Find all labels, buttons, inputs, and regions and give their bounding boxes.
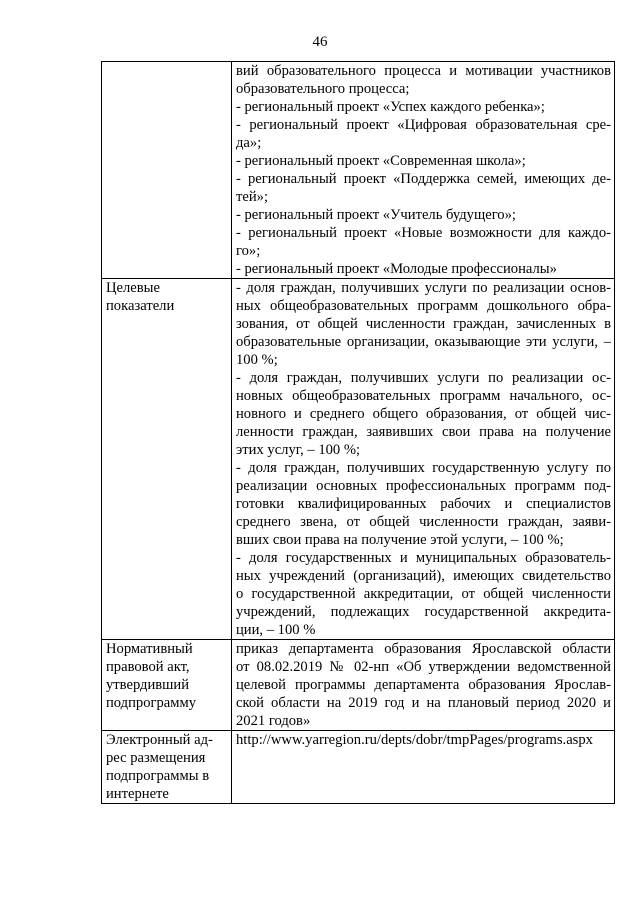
value-line: реализации основных профессиональных программ под- [236, 478, 611, 494]
value-line: ных учреждений (организаций), имеющих свидетельство [236, 568, 611, 584]
table-row-web-address [102, 731, 615, 804]
value-line: - региональный проект «Новые возможности для каждо- [236, 225, 611, 241]
label-line: утвердивший [106, 677, 190, 693]
page-number: 46 [312, 34, 328, 50]
value-line: этих услуг, – 100 %; [236, 442, 361, 458]
program-passport-table [101, 61, 615, 804]
value-line: вий образовательного процесса и мотивации участников [236, 63, 611, 79]
value-line: - доля граждан, получивших услуги по реализации основ- [236, 280, 611, 296]
value-line: - региональный проект «Современная школа»; [236, 153, 526, 169]
label-line: показатели [106, 298, 175, 314]
value-line: - доля граждан, получивших услуги по реализации ос- [236, 370, 611, 386]
value-line: го»; [236, 243, 261, 259]
value-line: ных общеобразовательных программ дошкольного обра- [236, 298, 611, 314]
value-line: новного и среднего общего образования, от общей чис- [236, 406, 611, 422]
value-line: ской области на 2019 год и на плановый период 2020 и [236, 695, 611, 711]
value-line: зования, от общей численности граждан, зачисленных в [236, 316, 611, 332]
value-line: да»; [236, 135, 262, 151]
value-line: - доля государственных и муниципальных образователь- [236, 550, 611, 566]
row-label-cell [102, 62, 232, 279]
value-line: образовательные организации, оказывающие эти услуги, – [236, 334, 611, 350]
label-line: правовой акт, [106, 659, 190, 675]
value-line: - региональный проект «Молодые профессионалы» [236, 261, 557, 277]
value-line: от 08.02.2019 № 02-нп «Об утверждении ведомственной [236, 659, 611, 675]
value-line: образовательного процесса; [236, 81, 410, 97]
table-row-legal-act [102, 640, 615, 731]
value-line: ленности граждан, заявивших свои права на получение [236, 424, 611, 440]
row-label-cell [102, 640, 232, 731]
label-line: Электронный ад- [106, 732, 213, 748]
table-row-continuation [102, 62, 615, 279]
value-line: - региональный проект «Цифровая образовательная сре- [236, 117, 611, 133]
value-line: целевой программы департамента образования Ярослав- [236, 677, 611, 693]
value-line: вших свои права на получение этой услуги, – 100 %; [236, 532, 564, 548]
value-line: о государственной аккредитации, от общей численности [236, 586, 611, 602]
label-line: подпрограммы в [106, 768, 210, 784]
value-line: среднего звена, от общей численности граждан, заяви- [236, 514, 611, 530]
row-value-cell [232, 731, 615, 804]
value-line: приказ департамента образования Ярославской области [236, 641, 611, 657]
label-line: рес размещения [106, 750, 206, 766]
label-line: интернете [106, 786, 169, 802]
value-line: новных общеобразовательных программ начального, ос- [236, 388, 611, 404]
row-value-cell [232, 279, 615, 640]
row-value-cell [232, 62, 615, 279]
label-line: Целевые [106, 280, 160, 296]
value-line: - региональный проект «Успех каждого ребенка»; [236, 99, 545, 115]
value-line: ции, – 100 % [236, 622, 316, 638]
row-value-cell [232, 640, 615, 731]
row-label-cell [102, 279, 232, 640]
value-line: учреждений, подлежащих государственной аккредита- [236, 604, 611, 620]
value-line: - региональный проект «Поддержка семей, имеющих де- [236, 171, 611, 187]
label-line: Нормативный [106, 641, 193, 657]
value-line: - региональный проект «Учитель будущего»; [236, 207, 516, 223]
label-line: подпрограмму [106, 695, 197, 711]
value-line: - доля граждан, получивших государственную услугу по [236, 460, 611, 476]
value-line: тей»; [236, 189, 269, 205]
value-line: 100 %; [236, 352, 278, 368]
value-line: готовки квалифицированных рабочих и специалистов [236, 496, 611, 512]
row-label-cell [102, 731, 232, 804]
value-line: http://www.yarregion.ru/depts/dobr/tmpPages/programs.aspx [236, 732, 593, 748]
value-line: 2021 годов» [236, 713, 311, 729]
table-row-target-indicators [102, 279, 615, 640]
